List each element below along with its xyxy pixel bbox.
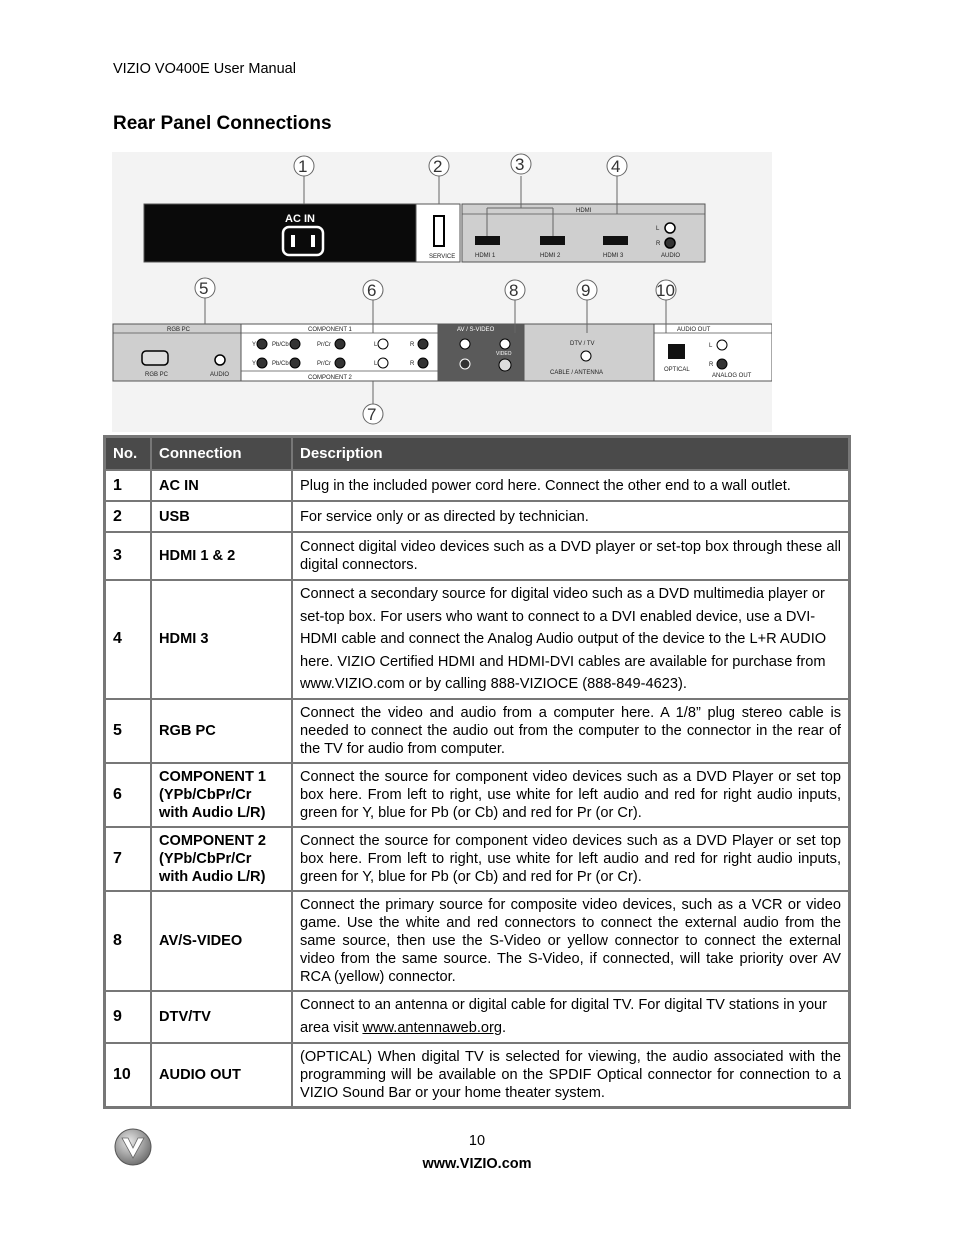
table-header-row — [105, 437, 849, 470]
callout-5 — [195, 278, 215, 298]
svg-text:10: 10 — [656, 281, 675, 300]
svg-text:R: R — [709, 362, 714, 368]
hdmi2-label: HDMI 2 — [540, 253, 561, 259]
svg-text:Y: Y — [252, 361, 257, 367]
row-connection: AV/S-VIDEO — [151, 891, 292, 991]
table-row — [105, 763, 849, 827]
row-description: (OPTICAL) When digital TV is selected for viewing, the audio associated with the programming will be available on the SPDIF Optical connector for connection to a VIZIO Sound Bar or your home theater system. — [292, 1043, 849, 1107]
row-connection: AUDIO OUT — [151, 1043, 292, 1107]
row-connection: AC IN — [151, 470, 292, 501]
component1-label: COMPONENT 1 — [308, 327, 352, 333]
svg-text:4: 4 — [611, 157, 621, 176]
row-description: Connect the primary source for composite video devices, such as a VCR or video game. Use the white and red connectors to connect the external audio from the same source, then use the S-Video or yellow connector to connect the external video from the same source. The S-Video, if connected, will take priority over AV RCA (yellow) connector. — [292, 891, 849, 991]
component2-label: COMPONENT 2 — [308, 375, 352, 381]
svg-text:5: 5 — [199, 279, 209, 298]
table-row — [105, 580, 849, 699]
svg-text:7: 7 — [367, 405, 377, 424]
svg-text:L: L — [374, 342, 378, 348]
row-number: 10 — [105, 1043, 151, 1107]
callout-8 — [505, 280, 525, 300]
row-number: 3 — [105, 532, 151, 580]
row-number: 5 — [105, 699, 151, 763]
svg-text:OPTICAL: OPTICAL — [664, 367, 690, 373]
callout-9 — [577, 280, 597, 300]
row-description: Connect digital video devices such as a DVD player or set-top box through these all digital connectors. — [292, 532, 849, 580]
optical-port-icon — [668, 344, 685, 359]
row-connection: COMPONENT 2 (YPb/CbPr/Cr with Audio L/R) — [151, 827, 292, 891]
row-connection: DTV/TV — [151, 991, 292, 1043]
svg-text:L: L — [709, 343, 713, 349]
page-number: 10 — [468, 1133, 486, 1149]
pc-audio-jack-icon — [215, 355, 225, 365]
hdmi2-port-icon — [540, 236, 565, 245]
service-label: SERVICE — [429, 254, 456, 260]
audio-out-label: AUDIO OUT — [677, 327, 711, 333]
row-connection: HDMI 1 & 2 — [151, 532, 292, 580]
svg-text:RGB PC: RGB PC — [145, 372, 169, 378]
hdmi-audio-r-jack-icon — [665, 238, 675, 248]
svg-text:Pb/Cb: Pb/Cb — [272, 361, 289, 367]
av-l-jack-icon — [460, 339, 470, 349]
svg-text:R: R — [410, 361, 415, 367]
callout-3 — [511, 154, 531, 174]
av-r-jack-icon — [460, 359, 470, 369]
column-header-no: No. — [105, 437, 151, 470]
antenna-jack-icon — [581, 351, 591, 361]
svg-text:L: L — [374, 361, 378, 367]
table-row — [105, 470, 849, 501]
callout-7 — [363, 404, 383, 424]
svg-text:8: 8 — [509, 281, 519, 300]
svg-text:2: 2 — [433, 157, 443, 176]
svg-text:R: R — [410, 342, 415, 348]
manual-title: VIZIO VO400E User Manual — [113, 61, 296, 77]
svg-text:1: 1 — [298, 157, 308, 176]
hdmi1-port-icon — [475, 236, 500, 245]
antennaweb-link[interactable]: www.antennaweb.org — [362, 1019, 502, 1036]
callout-1 — [294, 156, 314, 176]
row-description: Connect the source for component video devices such as a DVD Player or set top box here. From left to right, use white for left audio and red for right audio inputs, green for Y, blue for Pb (or Cb) and red for Pr (or Cr). — [292, 827, 849, 891]
svg-text:AUDIO: AUDIO — [210, 372, 230, 378]
callout-6 — [363, 280, 383, 300]
row-number: 1 — [105, 470, 151, 501]
row-connection: HDMI 3 — [151, 580, 292, 699]
row-description: Connect the source for component video devices such as a DVD Player or set top box here. From left to right, use white for left audio and red for right audio inputs, green for Y, blue for Pb (or Cb) and red for Pr (or Cr). — [292, 763, 849, 827]
row-description: Connect a secondary source for digital video such as a DVD multimedia player or set-top box. For users who want to connect to a DVI enabled device, use a DVI-HDMI cable and connect the Analog Audio output of the device to the L+R AUDIO here. VIZIO Certified HDMI and HDMI-DVI cables are available for purchase from www.VIZIO.com or by calling 888-VIZIOCE (888-849-4623). — [292, 580, 849, 699]
connections-table — [103, 435, 851, 1109]
row-number: 7 — [105, 827, 151, 891]
row-connection: COMPONENT 1 (YPb/CbPr/Cr with Audio L/R) — [151, 763, 292, 827]
column-header-connection: Connection — [151, 437, 292, 470]
ac-in-panel — [144, 204, 416, 262]
row-number: 8 — [105, 891, 151, 991]
svg-text:L: L — [656, 226, 660, 232]
column-header-description: Description — [292, 437, 849, 470]
row-number: 9 — [105, 991, 151, 1043]
hdmi-audio-label: AUDIO — [661, 253, 681, 259]
svg-text:VIDEO: VIDEO — [496, 351, 512, 357]
svg-text:Y: Y — [252, 342, 257, 348]
row-description: For service only or as directed by technician. — [292, 501, 849, 532]
svg-text:9: 9 — [581, 281, 591, 300]
callout-10 — [656, 280, 676, 300]
svg-text:R: R — [656, 241, 661, 247]
analog-out-l-jack-icon — [717, 340, 727, 350]
svg-text:Pr/Cr: Pr/Cr — [317, 342, 331, 348]
hdmi-audio-l-jack-icon — [665, 223, 675, 233]
hdmi3-port-icon — [603, 236, 628, 245]
svg-text:Pb/Cb: Pb/Cb — [272, 342, 289, 348]
row-number: 4 — [105, 580, 151, 699]
svg-text:Pr/Cr: Pr/Cr — [317, 361, 331, 367]
section-title: Rear Panel Connections — [113, 113, 332, 134]
footer-url[interactable]: www.VIZIO.com — [422, 1156, 532, 1172]
dtv-label: DTV / TV — [570, 341, 595, 347]
svideo-jack-icon — [499, 359, 511, 371]
usb-port-icon — [434, 216, 444, 246]
table-row — [105, 991, 849, 1043]
table-row — [105, 501, 849, 532]
rgb-pc-label: RGB PC — [167, 327, 191, 333]
svg-text:3: 3 — [515, 155, 525, 174]
table-row — [105, 699, 849, 763]
ac-in-label: AC IN — [285, 213, 315, 225]
av-video-jack-icon — [500, 339, 510, 349]
callout-4 — [607, 156, 627, 176]
table-row — [105, 1043, 849, 1107]
hdmi3-label: HDMI 3 — [603, 253, 624, 259]
row-description — [292, 991, 849, 1043]
table-row — [105, 532, 849, 580]
av-svideo-label: AV / S-VIDEO — [457, 327, 495, 333]
analog-out-r-jack-icon — [717, 359, 727, 369]
hdmi-label: HDMI — [576, 208, 592, 214]
row-description: Connect the video and audio from a computer here. A 1/8” plug stereo cable is needed to connect the audio out from the computer to the connector in the rear of the TV for audio from computer. — [292, 699, 849, 763]
row-description-text: Connect to an antenna or digital cable for digital TV. For digital TV stations in your area visit — [300, 997, 828, 1036]
cable-antenna-label: CABLE / ANTENNA — [550, 370, 604, 376]
rear-panel-diagram — [112, 152, 772, 432]
callout-2 — [429, 156, 449, 176]
svg-text:6: 6 — [367, 281, 377, 300]
table-row — [105, 891, 849, 991]
row-connection: RGB PC — [151, 699, 292, 763]
table-row — [105, 827, 849, 891]
row-connection: USB — [151, 501, 292, 532]
vga-port-icon — [142, 351, 168, 365]
hdmi1-label: HDMI 1 — [475, 253, 496, 259]
row-description-suffix: . — [502, 1019, 507, 1036]
row-description: Plug in the included power cord here. Connect the other end to a wall outlet. — [292, 470, 849, 501]
svg-text:ANALOG OUT: ANALOG OUT — [712, 373, 752, 379]
row-number: 2 — [105, 501, 151, 532]
row-number: 6 — [105, 763, 151, 827]
